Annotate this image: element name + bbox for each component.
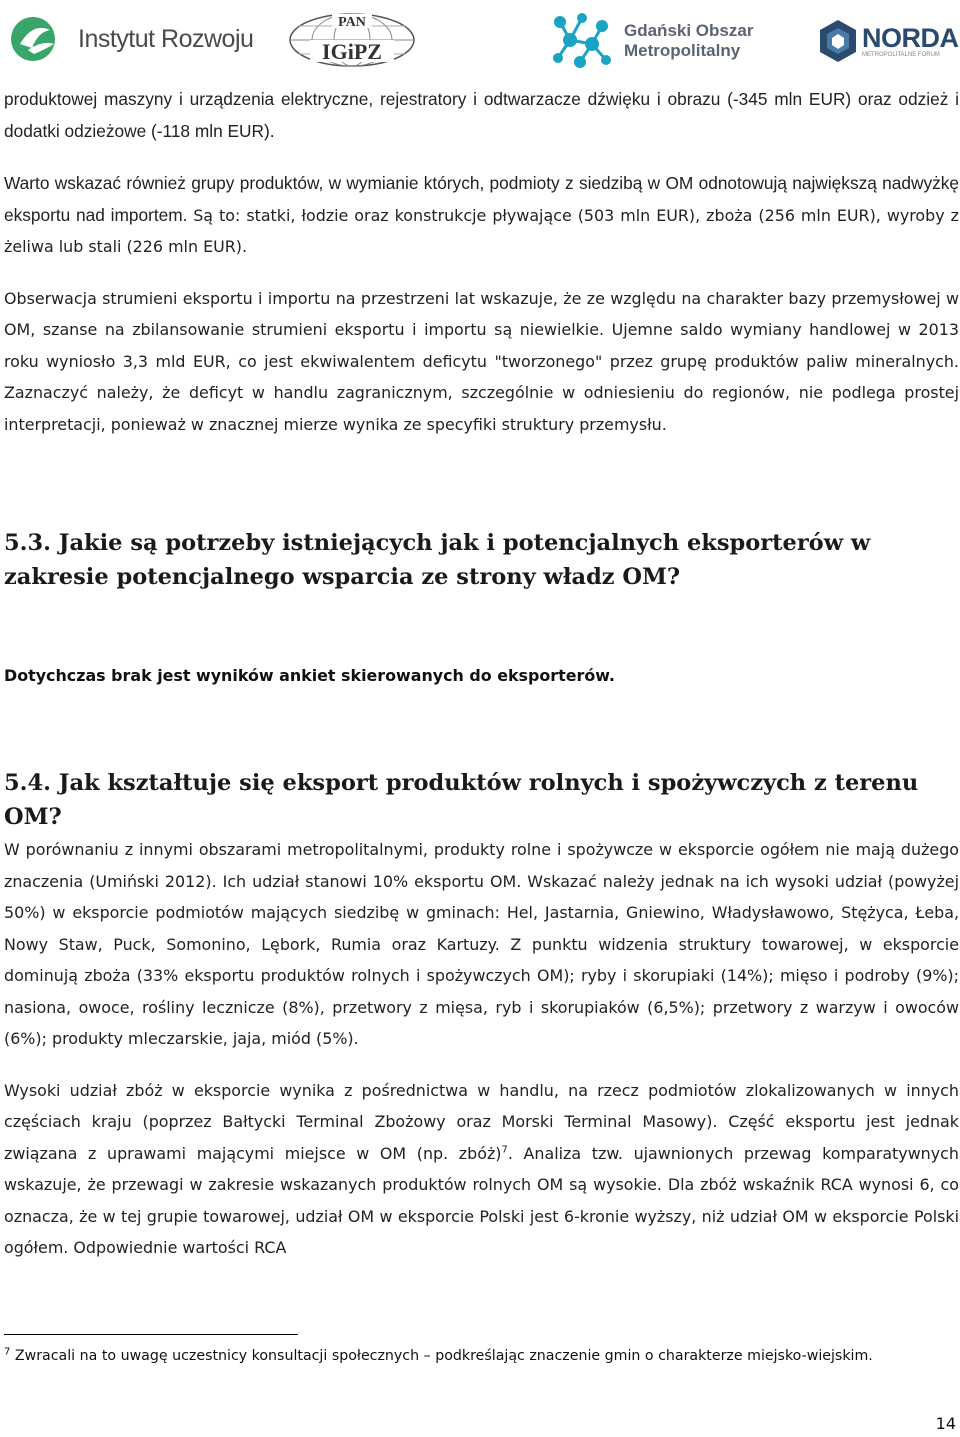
section-5-3-heading: 5.3. Jakie są potrzeby istniejących jak i potencjalnych eksporterów w zakresie potencjalnego wsparcia ze strony władz OM?: [4, 530, 871, 590]
pan-igipz-logo: [288, 12, 416, 68]
paragraph-continuation: produktowej maszyny i urządzenia elektryczne, rejestratory i odtwarzacze dźwięku i obrazu (-345 mln EUR) oraz odzież i dodatki odzieżowe (-118 mln EUR).: [4, 89, 959, 141]
norda-small-text: METROPOLITALNE FORUM: [862, 51, 940, 58]
pan-globe-icon: [288, 12, 416, 68]
paragraph-surplus: [4, 168, 959, 263]
paragraph-2-part-b: . Analiza tzw. ujawnionych przewag komparatywnych wskazuje, że przewagi w zakresie wskazanych produktów rolnych OM są wysokie. Dla zbóż wskaźnik RCA wynosi 6, co oznacza, że w tej grupie towarowej, udział OM w eksporcie Polski jest 6-kronie wyższy, niż udział OM w eksporcie Polski ogółem. Odpowiednie wartości RCA: [4, 1143, 959, 1257]
section-5-4-paragraph-1: W porównaniu z innymi obszarami metropolitalnymi, produkty rolne i spożywcze w eksporcie ogółem nie mają dużego znaczenia (Umiński 2012). Ich udział stanowi 10% eksportu OM. Wskazać należy jednak na ich wysoki udział (powyżej 50%) w eksporcie podmiotów mających siedzibę w gminach: Hel, Jastarnia, Gniewino, Władysławowo, Stężyca, Łeba, Nowy Staw, Puck, Somonino, Lębork, Rumia oraz Kartuzy. Z punktu widzenia struktury towarowej, w eksporcie dominują zboża (33% eksportu produktów rolnych i spożywczych OM); ryby i skorupiaki (14%); mięso i podroby (9%); nasiona, owoce, rośliny lecznicze (8%), przetwory z mięsa, ryb i skorupiaków (6,5%); przetwory z warzyw i owoców (6%); produkty mleczarskie, jaja, miód (5%).: [4, 840, 959, 1048]
norda-text: NORDA: [862, 22, 959, 53]
footnote-text: Zwracali na to uwagę uczestnicy konsultacji społecznych – podkreślając znaczenie gmin o charakterze miejsko-wiejskim.: [14, 1348, 873, 1364]
paragraph-observation: Obserwacja strumieni eksportu i importu na przestrzeni lat wskazuje, że ze względu na charakter bazy przemysłowej w OM, szanse na zbilansowanie strumieni eksportu i importu są niewielkie. Ujemne saldo wymiany handlowej w 2013 roku wyniosło 3,3 mld EUR, co jest ekwiwalentem deficytu "tworzonego" przez grupę produktów paliw mineralnych. Zaznaczyć należy, że deficyt w handlu zagranicznym, szczególnie w odniesieniu do regionów, nie podlega prostej interpretacji, ponieważ w znacznej mierze wynika ze specyfiki struktury przemysłu.: [4, 288, 959, 434]
footnote: [4, 1344, 944, 1368]
gdansk-line1: Gdański Obszar: [624, 21, 754, 40]
page-number: 14: [935, 1414, 956, 1433]
gdansk-line2: Metropolitalny: [624, 41, 741, 60]
institute-logo-text: Instytut Rozwoju: [78, 24, 254, 53]
header-logos: [0, 0, 960, 80]
section-5-4-heading: 5.4. Jak kształtuje się eksport produktów rolnych i spożywczych z terenu OM?: [4, 770, 919, 830]
footnote-number: 7: [4, 1346, 11, 1358]
footnote-separator: [4, 1334, 298, 1335]
pan-bottom-text: IGiPZ: [322, 39, 382, 64]
paragraph-2-part-a: Wysoki udział zbóż w eksporcie wynika z pośrednictwa w handlu, na rzecz podmiotów zlokalizowanych w innych częściach kraju (poprzez Bałtycki Terminal Zbożowy oraz Morski Terminal Masowy). Część eksportu jest jednak związana z uprawami mającymi miejsce w OM (np. zbóż): [4, 1080, 959, 1163]
footnote-ref[interactable]: 7: [501, 1144, 508, 1156]
section-5-4-paragraph-2: [4, 1075, 959, 1264]
document-body: [4, 84, 959, 1264]
gdansk-metro-logo: [550, 12, 753, 70]
paragraph-surplus-intro: Warto wskazać również grupy produktów, w wymianie których, podmioty z siedzibą w OM odnotowują największą nadwyżkę eksportu nad importem.: [4, 173, 959, 225]
paragraph-surplus-tail: Są to: statki, łodzie oraz konstrukcje pływające (503 mln EUR), zboża (256 mln EUR), wyroby z żeliwa lub stali (226 mln EUR).: [4, 205, 959, 256]
pan-top-text: PAN: [338, 15, 366, 30]
section-5-3-note: Dotychczas brak jest wyników ankiet skierowanych do eksporterów.: [4, 666, 615, 685]
institute-emblem-icon: [8, 14, 70, 64]
norda-hexagon-icon: [818, 18, 858, 64]
norda-logo: [818, 12, 959, 70]
institute-logo: [8, 14, 253, 64]
gdansk-network-icon: [550, 12, 614, 70]
